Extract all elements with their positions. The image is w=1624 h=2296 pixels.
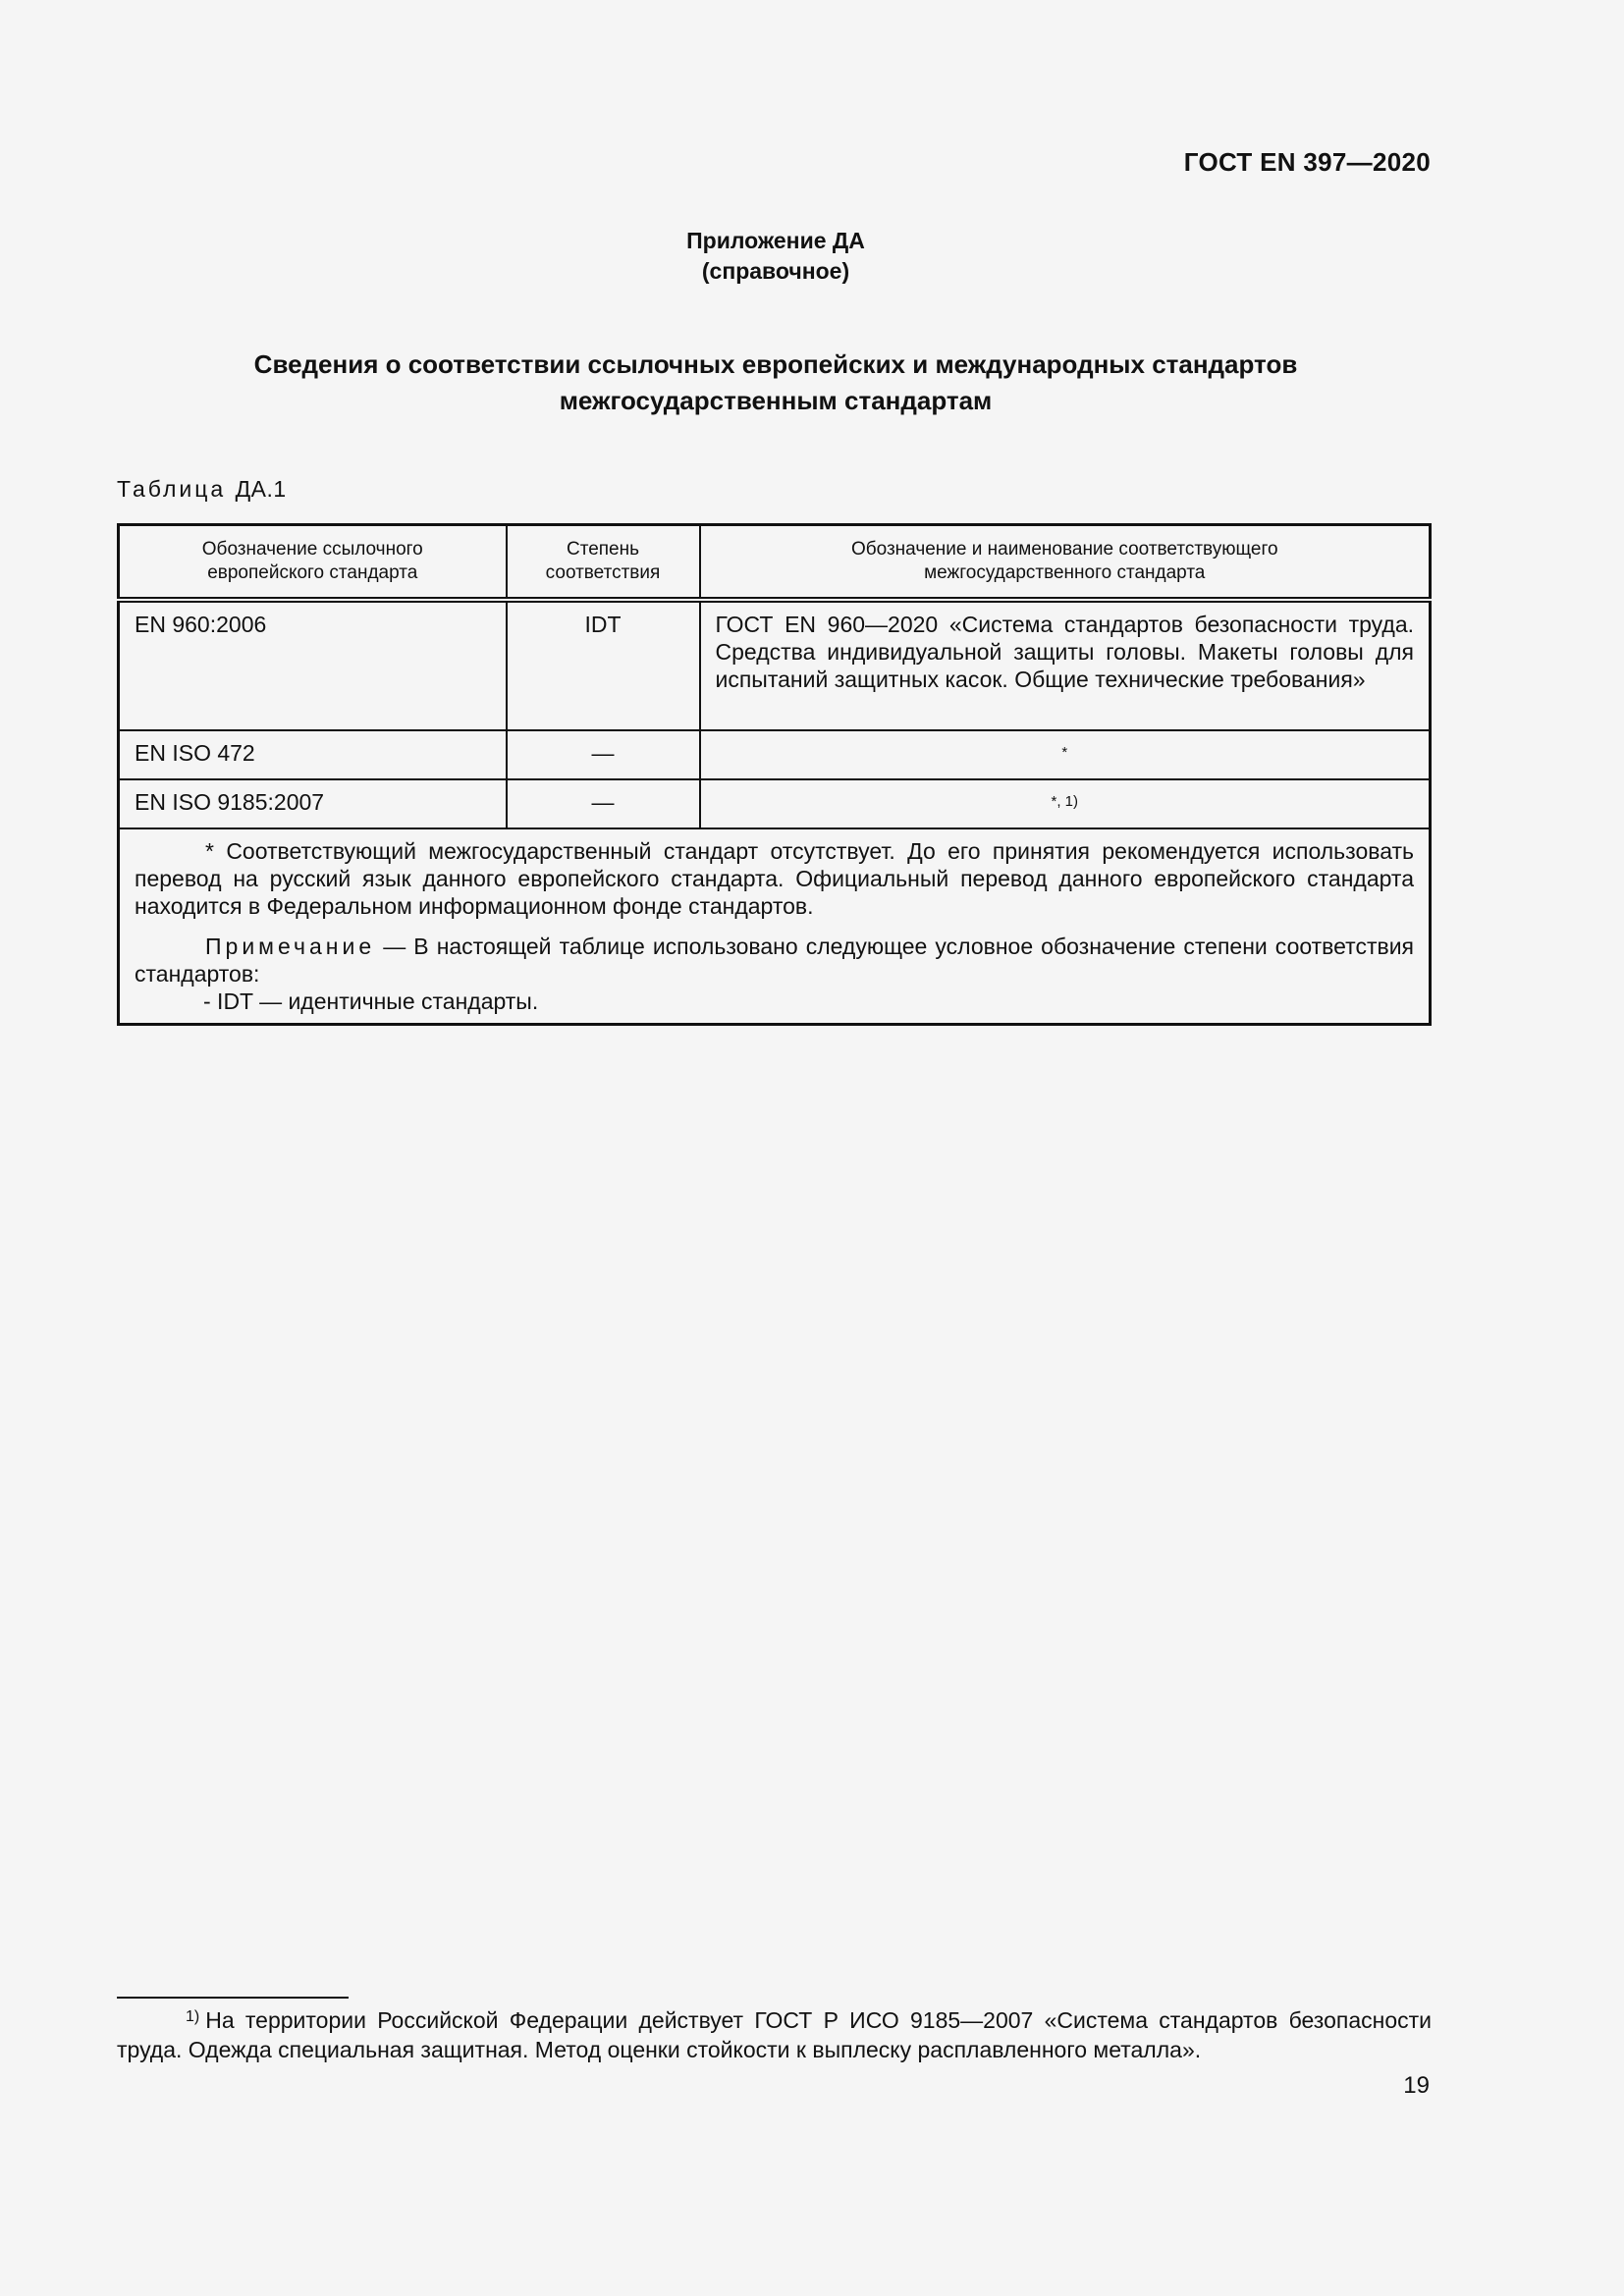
cell-national-standard (700, 779, 1431, 828)
page-number: 19 (1403, 2072, 1430, 2099)
cell-degree: — (507, 779, 700, 828)
footnote-separator (117, 1997, 349, 1999)
table-caption (117, 476, 287, 503)
section-title-line1: Сведения о соответствии ссылочных европейских и международных стандартов (253, 349, 1298, 379)
footnote-text: На территории Российской Федерации действует ГОСТ Р ИСО 9185—2007 «Система стандартов безопасности труда. Одежда специальная защитная. Метод оценки стойкости к выплеску расплавленного металла». (117, 2007, 1432, 2062)
appendix-title: Приложение ДА (686, 228, 865, 253)
remark-text: — В настоящей таблице использовано следующее условное обозначение степени соответствия стандартов: (135, 934, 1415, 987)
cell-standard: EN ISO 9185:2007 (119, 779, 507, 828)
table-header-row (119, 525, 1431, 601)
cell-national-standard (700, 730, 1431, 779)
column-header-reference-standard: Обозначение ссылочного европейского стандарта (119, 525, 507, 601)
document-code: ГОСТ EN 397—2020 (1183, 147, 1431, 177)
appendix-heading (0, 226, 1551, 287)
section-title (118, 347, 1434, 419)
cell-degree: — (507, 730, 700, 779)
table-remark (135, 933, 1414, 988)
cell-standard: EN ISO 472 (119, 730, 507, 779)
table-notes-cell (119, 828, 1431, 1025)
footnote (117, 2002, 1432, 2064)
footnote-reference: *, 1) (1051, 793, 1078, 810)
table-row (119, 730, 1431, 779)
cell-standard: EN 960:2006 (119, 600, 507, 730)
standards-table (117, 523, 1432, 1026)
table-caption-number: ДА.1 (235, 476, 287, 502)
footnote-mark: 1) (186, 2008, 200, 2025)
table-caption-label: Таблица (117, 476, 227, 502)
cell-degree: IDT (507, 600, 700, 730)
table-row (119, 779, 1431, 828)
table-notes-row (119, 828, 1431, 1025)
table-row (119, 600, 1431, 730)
table-footer-note: * Соответствующий межгосударственный стандарт отсутствует. До его принятия рекомендуется использовать перевод на русский язык данного европейского стандарта. Официальный перевод данного европейского стандарта находится в Федеральном информационном фонде стандартов. (135, 838, 1414, 919)
column-header-national-standard: Обозначение и наименование соответствующего межгосударственного стандарта (700, 525, 1431, 601)
remark-label: Примечание (205, 934, 376, 959)
column-header-degree: Степень соответствия (507, 525, 700, 601)
appendix-subtitle: (справочное) (701, 258, 850, 284)
footnote-reference: * (1061, 744, 1068, 761)
cell-national-standard: ГОСТ EN 960—2020 «Система стандартов безопасности труда. Средства индивидуальной защиты головы. Макеты головы для испытаний защитных касок. Общие технические требования» (700, 600, 1431, 730)
remark-item: - IDT — идентичные стандарты. (203, 988, 539, 1014)
section-title-line2: межгосударственным стандартам (559, 386, 993, 415)
